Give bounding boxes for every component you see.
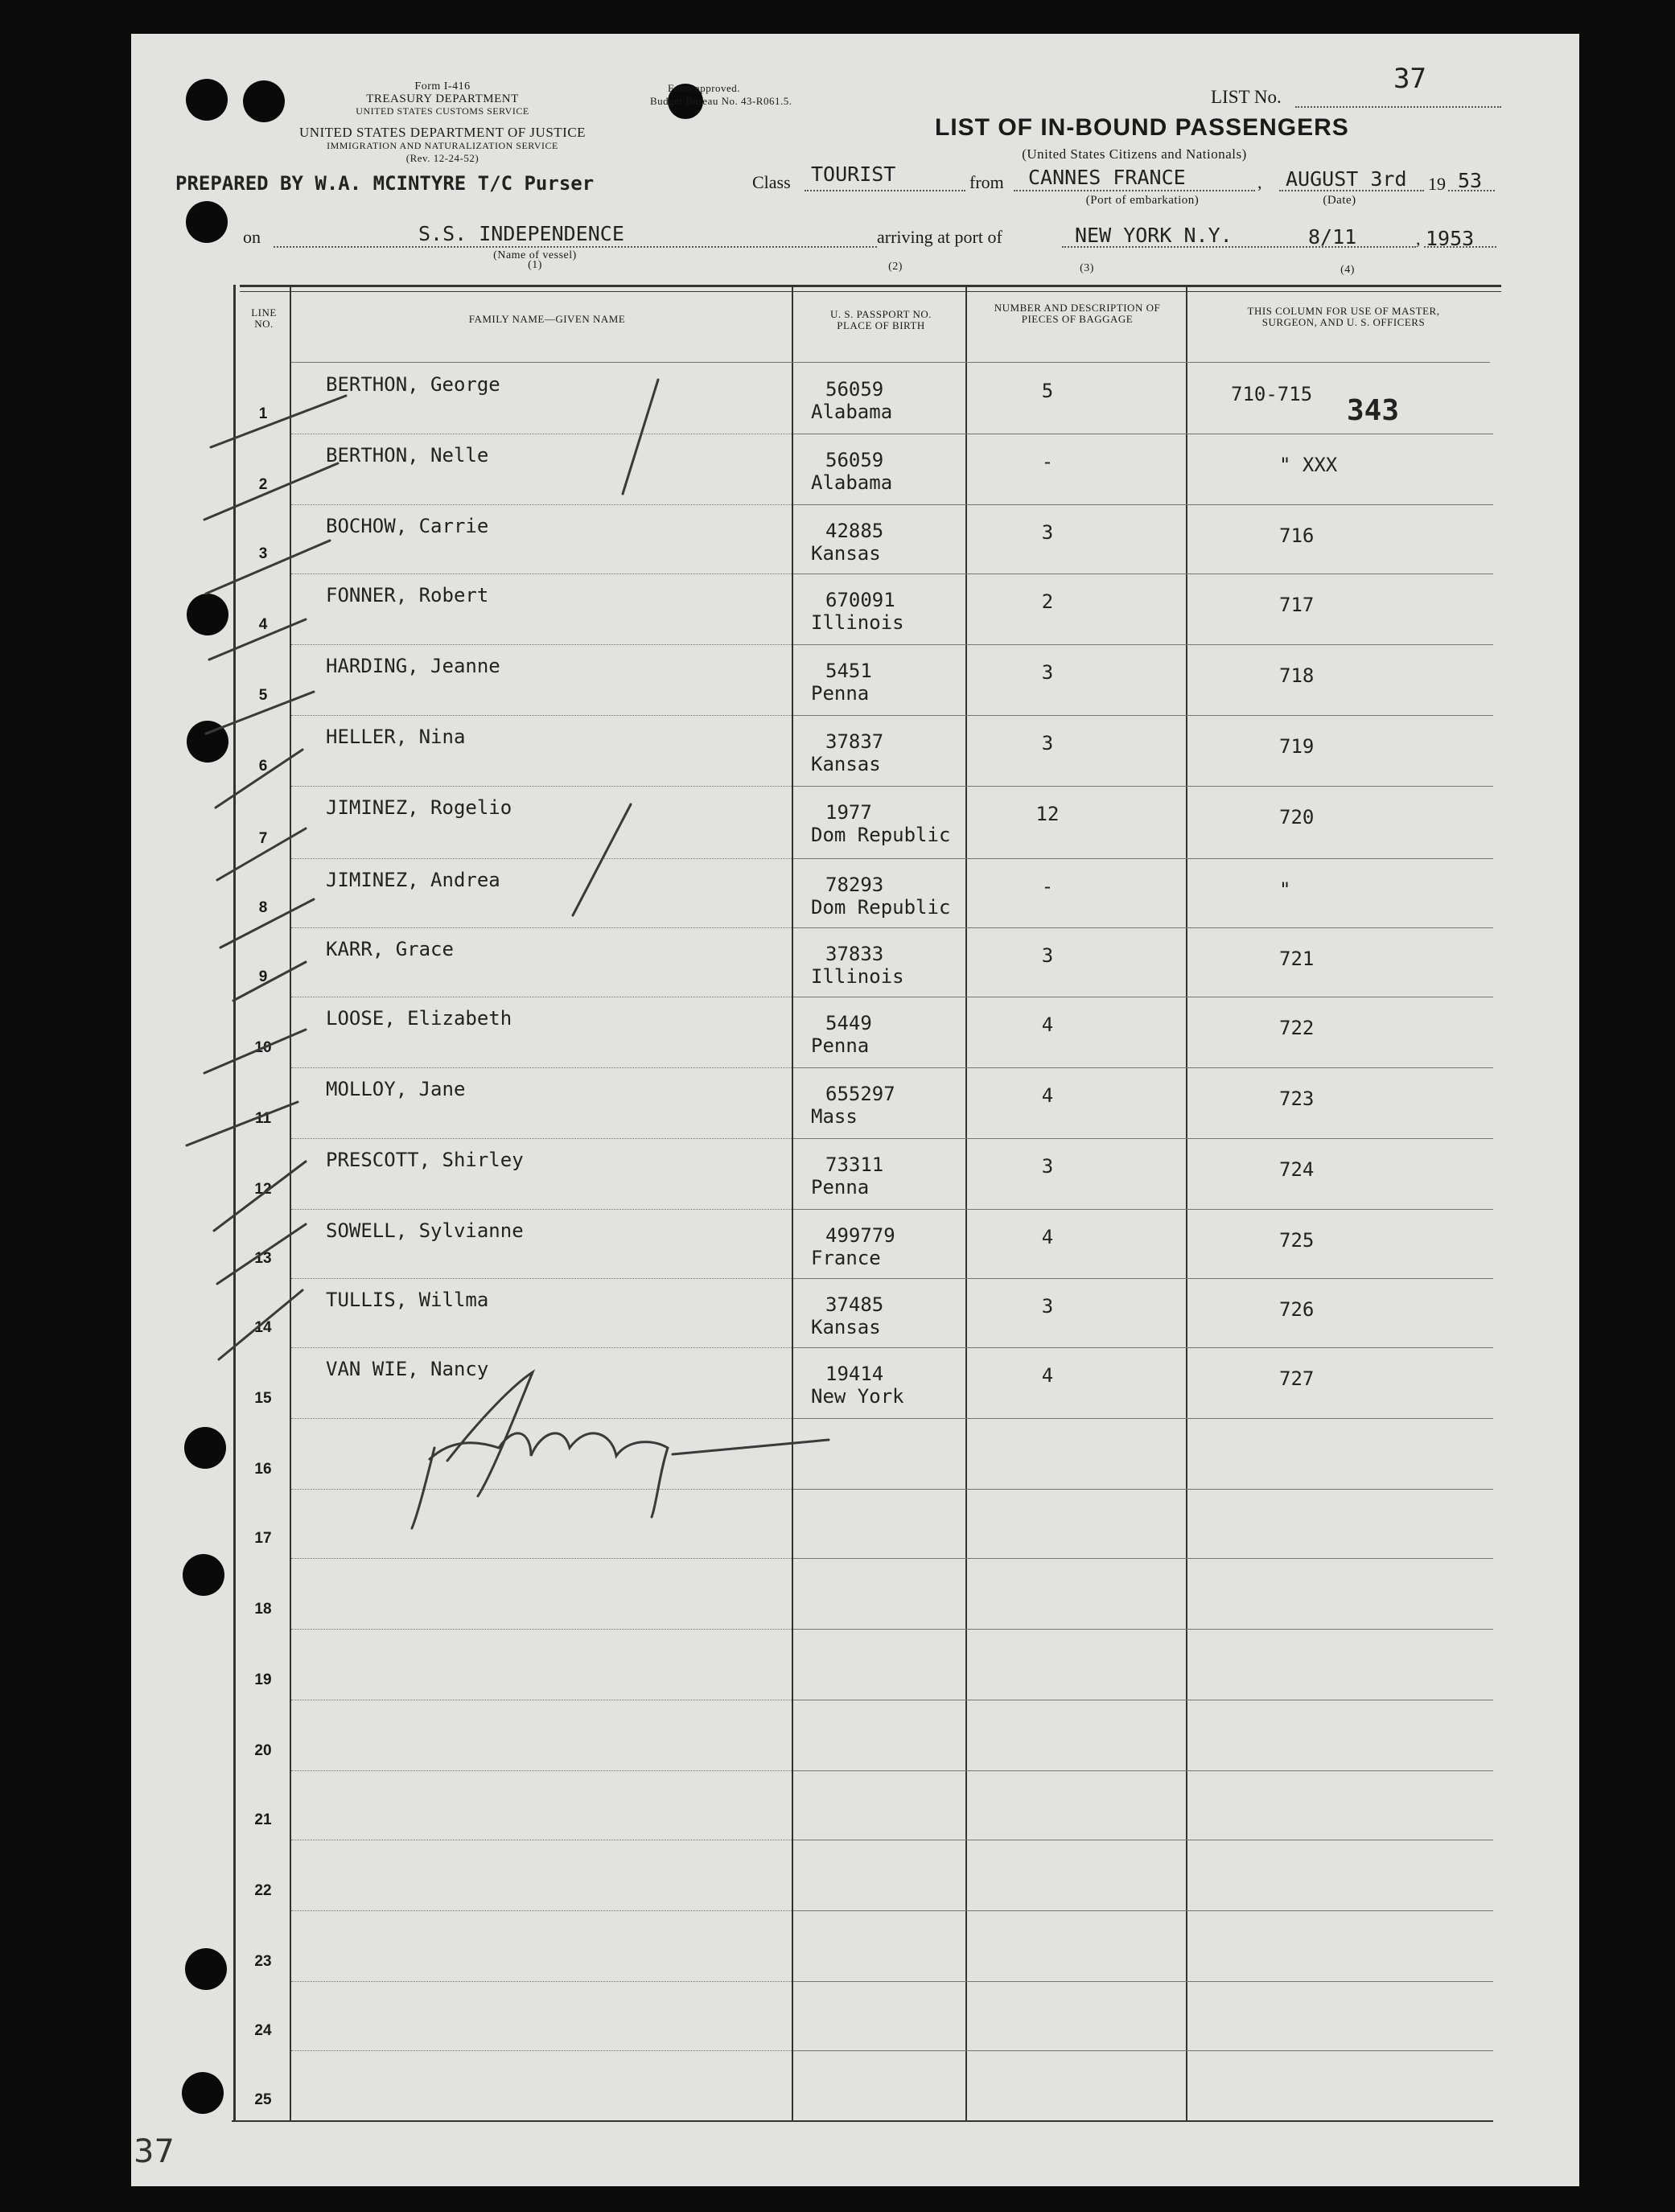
- baggage-count: 2: [1041, 590, 1054, 613]
- col-num-3: (3): [1080, 262, 1094, 274]
- place-of-birth: Penna: [811, 1176, 870, 1199]
- page-subtitle: (United States Citizens and Nationals): [1022, 146, 1247, 162]
- place-of-birth: France: [811, 1247, 881, 1269]
- line-number: 17: [254, 1530, 272, 1547]
- line-number: 22: [254, 1882, 272, 1899]
- col-num-4: (4): [1340, 264, 1355, 276]
- place-of-birth: New York: [811, 1385, 904, 1408]
- baggage-count: 3: [1041, 732, 1054, 754]
- class-value: TOURIST: [811, 162, 896, 186]
- officer-use-value: 726: [1279, 1298, 1315, 1321]
- place-of-birth: Mass: [811, 1105, 858, 1128]
- list-no-value: 37: [1393, 63, 1426, 95]
- place-of-birth: Dom Republic: [811, 824, 951, 846]
- form-revision: (Rev. 12-24-52): [405, 152, 479, 164]
- passenger-name: VAN WIE, Nancy: [326, 1358, 489, 1380]
- place-of-birth: Penna: [811, 682, 870, 705]
- arrival-port: NEW YORK N.Y.: [1075, 224, 1233, 247]
- passport-number: 37485: [825, 1293, 884, 1316]
- line-number: 5: [258, 687, 268, 704]
- bottom-note: 37: [134, 2133, 175, 2170]
- line-number: 9: [258, 968, 268, 985]
- place-of-birth: Illinois: [811, 611, 904, 634]
- from-value: CANNES FRANCE: [1028, 166, 1186, 189]
- line-number: 12: [254, 1181, 272, 1198]
- header-officers: THIS COLUMN FOR USE OF MASTER, SURGEON, AND U. S. OFFICERS: [1247, 305, 1440, 328]
- officer-use-value: 719: [1279, 735, 1315, 758]
- passport-number: 56059: [825, 378, 884, 401]
- line-number: 3: [258, 545, 268, 562]
- year-prefix: 19: [1428, 174, 1446, 194]
- on-label: on: [243, 227, 261, 247]
- passenger-name: FONNER, Robert: [326, 584, 489, 606]
- passenger-name: PRESCOTT, Shirley: [326, 1149, 524, 1171]
- place-of-birth: Kansas: [811, 753, 881, 775]
- passenger-name: BERTHON, George: [326, 373, 500, 396]
- col-num-1: (1): [528, 259, 542, 271]
- baggage-count: 3: [1041, 1295, 1054, 1318]
- line-number: 19: [254, 1671, 272, 1688]
- line-number: 1: [258, 405, 268, 422]
- baggage-count: 4: [1041, 1364, 1054, 1387]
- passport-number: 19414: [825, 1363, 884, 1385]
- passenger-name: HARDING, Jeanne: [326, 655, 500, 677]
- arrival-year: 1953: [1426, 227, 1475, 250]
- list-no-label: LIST No.: [1211, 87, 1282, 107]
- header-passport: U. S. PASSPORT NO. PLACE OF BIRTH: [830, 308, 932, 331]
- passport-number: 5449: [825, 1012, 872, 1034]
- officer-use-value: 723: [1279, 1087, 1315, 1110]
- port-caption: (Port of embarkation): [1085, 194, 1200, 207]
- passenger-name: SOWELL, Sylvianne: [326, 1219, 524, 1242]
- line-number: 23: [254, 1953, 272, 1970]
- form-number: Form I-416: [414, 80, 471, 93]
- line-number: 24: [254, 2022, 272, 2039]
- baggage-count: 4: [1041, 1013, 1054, 1036]
- officer-use-value: 721: [1279, 948, 1315, 970]
- line-number: 20: [254, 1742, 272, 1759]
- passenger-name: KARR, Grace: [326, 938, 454, 960]
- passport-number: 73311: [825, 1153, 884, 1176]
- date-caption: (Date): [1323, 194, 1356, 207]
- place-of-birth: Kansas: [811, 542, 881, 565]
- date-comma: ,: [1257, 172, 1262, 192]
- passenger-name: JIMINEZ, Rogelio: [326, 796, 512, 819]
- page-title: LIST OF IN-BOUND PASSENGERS: [935, 114, 1349, 141]
- header-line-no: LINE NO.: [251, 306, 277, 330]
- year-value: 53: [1458, 169, 1483, 192]
- line-number: 16: [254, 1461, 272, 1478]
- officer-use-value: 720: [1279, 806, 1315, 828]
- passport-number: 78293: [825, 874, 884, 896]
- passenger-name: BERTHON, Nelle: [326, 444, 489, 467]
- baggage-count: 3: [1041, 661, 1054, 684]
- place-of-birth: Kansas: [811, 1316, 881, 1338]
- arrival-comma: ,: [1416, 228, 1421, 249]
- passenger-name: JIMINEZ, Andrea: [326, 869, 500, 891]
- baggage-count: 4: [1041, 1084, 1054, 1107]
- passport-number: 1977: [825, 801, 872, 824]
- passport-number: 42885: [825, 520, 884, 542]
- baggage-count: 4: [1041, 1226, 1054, 1248]
- passport-number: 56059: [825, 449, 884, 471]
- date-value: AUGUST 3rd: [1286, 167, 1407, 191]
- line-number: 2: [258, 476, 268, 493]
- baggage-count: 5: [1041, 380, 1054, 402]
- officer-use-value: 724: [1279, 1158, 1315, 1181]
- officer-use-value: 710-715: [1231, 383, 1313, 405]
- line-number: 13: [254, 1250, 272, 1267]
- passenger-name: MOLLOY, Jane: [326, 1078, 466, 1100]
- line-number: 6: [258, 758, 268, 775]
- officer-use-value: ": [1279, 878, 1291, 901]
- prepared-by: PREPARED BY W.A. MCINTYRE T/C Purser: [175, 172, 595, 195]
- line-number: 14: [254, 1319, 272, 1336]
- from-label: from: [969, 172, 1004, 192]
- stamped-number: 343: [1347, 394, 1400, 427]
- line-number: 18: [254, 1601, 272, 1618]
- line-number: 7: [258, 830, 268, 847]
- arriving-label: arriving at port of: [877, 227, 1002, 247]
- passenger-name: LOOSE, Elizabeth: [326, 1007, 512, 1030]
- officer-use-value: " XXX: [1279, 454, 1338, 476]
- vessel-caption: (Name of vessel): [493, 249, 577, 261]
- passport-number: 37833: [825, 943, 884, 965]
- line-number: 11: [254, 1110, 272, 1127]
- dept-customs: UNITED STATES CUSTOMS SERVICE: [356, 105, 529, 117]
- form-approved: Form approved.: [668, 82, 741, 94]
- vessel-value: S.S. INDEPENDENCE: [418, 222, 624, 245]
- passenger-name: BOCHOW, Carrie: [326, 515, 489, 537]
- passenger-name: TULLIS, Willma: [326, 1289, 489, 1311]
- officer-use-value: 727: [1279, 1367, 1315, 1390]
- arrival-date: 8/11: [1308, 225, 1357, 249]
- line-number: 15: [254, 1390, 272, 1407]
- baggage-count: 3: [1041, 1155, 1054, 1178]
- place-of-birth: Penna: [811, 1034, 870, 1057]
- passport-number: 670091: [825, 589, 895, 611]
- baggage-count: -: [1041, 450, 1054, 473]
- officer-use-value: 717: [1279, 594, 1315, 616]
- officer-use-value: 718: [1279, 664, 1315, 687]
- line-number: 10: [254, 1039, 272, 1056]
- dept-treasury: TREASURY DEPARTMENT: [366, 93, 519, 105]
- line-number: 21: [254, 1811, 272, 1828]
- officer-use-value: 725: [1279, 1229, 1315, 1252]
- passport-number: 37837: [825, 730, 884, 753]
- officer-use-value: 716: [1279, 524, 1315, 547]
- place-of-birth: Illinois: [811, 965, 904, 988]
- header-baggage: NUMBER AND DESCRIPTION OF PIECES OF BAGGAGE: [994, 302, 1161, 325]
- line-number: 8: [258, 899, 268, 916]
- place-of-birth: Alabama: [811, 401, 893, 423]
- baggage-count: 3: [1041, 521, 1054, 544]
- place-of-birth: Alabama: [811, 471, 893, 494]
- officer-use-value: 722: [1279, 1017, 1315, 1039]
- baggage-count: 3: [1041, 944, 1054, 967]
- baggage-count: 12: [1035, 803, 1060, 825]
- line-number: 4: [258, 616, 268, 633]
- passport-number: 499779: [825, 1224, 895, 1247]
- budget-bureau: Budget Bureau No. 43-R061.5.: [650, 95, 792, 107]
- dept-justice: UNITED STATES DEPARTMENT OF JUSTICE: [298, 125, 586, 140]
- passport-number: 655297: [825, 1083, 895, 1105]
- baggage-count: -: [1041, 875, 1054, 898]
- col-num-2: (2): [888, 261, 903, 273]
- header-name: FAMILY NAME—GIVEN NAME: [468, 313, 626, 325]
- passenger-name: HELLER, Nina: [326, 726, 466, 748]
- place-of-birth: Dom Republic: [811, 896, 951, 919]
- passport-number: 5451: [825, 660, 872, 682]
- dept-immigration: IMMIGRATION AND NATURALIZATION SERVICE: [327, 140, 558, 151]
- line-number: 25: [254, 2091, 272, 2108]
- class-label: Class: [752, 172, 791, 192]
